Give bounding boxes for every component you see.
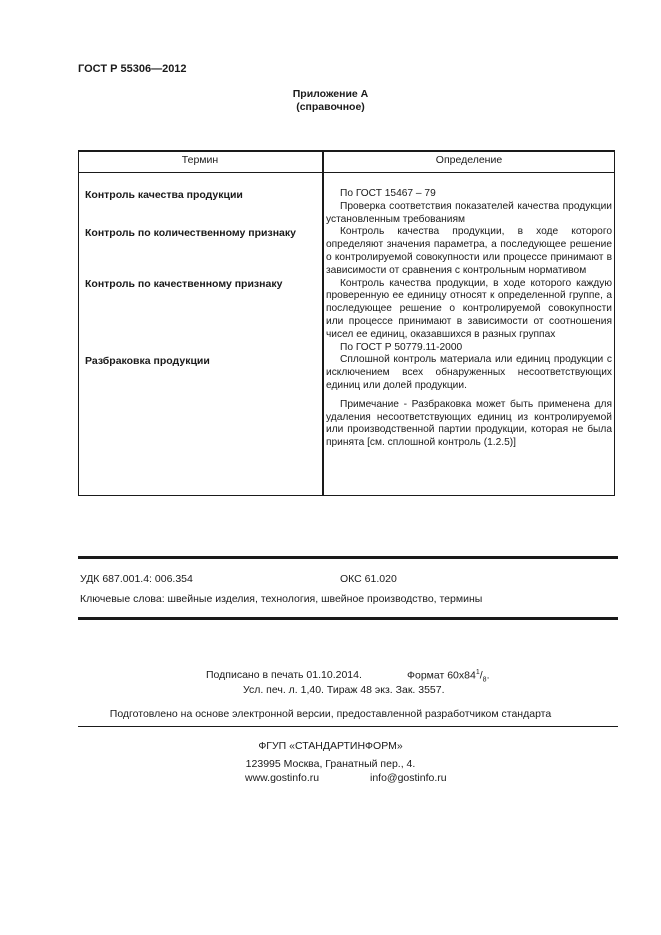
table-left-border [78,150,79,496]
document-code: ГОСТ Р 55306—2012 [78,63,187,75]
paper-format: Формат $60х84^1/_8$. [407,669,490,684]
definition-qualitative-control: Контроль качества продукции, в ходе которого каждую проверенную ее единицу относят к определенной группе, а последующее решение о контролируемой совокупности или процессе принимают в зависимости от соотношения чисел ее единиц, оказавшихся в разных группах [326,277,612,340]
oks-code: ОКС 61.020 [340,573,397,585]
term-qualitative-control: Контроль по качественному признаку [85,278,283,290]
appendix-subtitle: (справочное) [296,101,365,113]
publisher-address: 123995 Москва, Гранатный пер., 4. [245,758,416,770]
definition-sorting: Сплошной контроль материала или единиц продукции с исключением всех обнаруженных несоответствующих единиц или долей продукции. [326,354,612,391]
column-header-definition: Определение [435,154,503,166]
term-sorting: Разбраковка продукции [85,355,210,367]
prepared-note: Подготовлено на основе электронной версии, предоставленной разработчиком стандарта [109,708,552,720]
appendix-title: Приложение А [292,88,369,100]
table-right-border [614,150,615,496]
keywords: Ключевые слова: швейные изделия, технология, швейное производство, термины [80,593,483,605]
paper-format-label: Формат 60х84 [407,669,476,682]
definition-quality-control: Проверка соответствия показателей качества продукции установленным требованиям [326,200,612,225]
definitions-column [326,188,612,450]
table-header-divider [78,172,615,173]
footer-divider [78,726,618,727]
definition-ref-gost-15467: По ГОСТ 15467 – 79 [340,188,436,199]
publisher-name: ФГУП «СТАНДАРТИНФОРМ» [258,740,403,752]
table-bottom-border [78,495,615,496]
term-quantitative-control: Контроль по количественному признаку [85,227,296,239]
definition-sorting-note: Примечание - Разбраковка может быть применена для удаления несоответствующих единиц из контролируемой или производственной партии продукции, которая не была принята [см. сплошной контроль (1.2.5)] [326,398,612,449]
publisher-website[interactable]: www.gostinfo.ru [245,772,320,784]
paper-format-denominator: 8 [482,676,487,684]
signed-date: Подписано в печать 01.10.2014. [206,669,362,681]
publisher-email[interactable]: info@gostinfo.ru [370,772,447,784]
table-top-border [78,150,615,152]
term-quality-control: Контроль качества продукции [85,189,243,201]
definition-quantitative-control: Контроль качества продукции, в ходе которого определяют значения параметра, а последующее решение о контролируемой совокупности или процессе принимают в зависимости от сравнения с контрольным нормативом [326,226,612,276]
column-header-term: Термин [181,154,219,166]
table-column-divider [322,150,324,496]
definition-ref-gost-50779: По ГОСТ Р 50779.11-2000 [340,341,463,353]
udk-code: УДК 687.001.4: 006.354 [80,573,193,585]
footer-bottom-rule [78,617,618,620]
print-info: Усл. печ. л. 1,40. Тираж 48 экз. Зак. 3557. [243,684,445,696]
footer-top-rule [78,556,618,559]
paper-format-numerator: 1 [475,669,480,676]
